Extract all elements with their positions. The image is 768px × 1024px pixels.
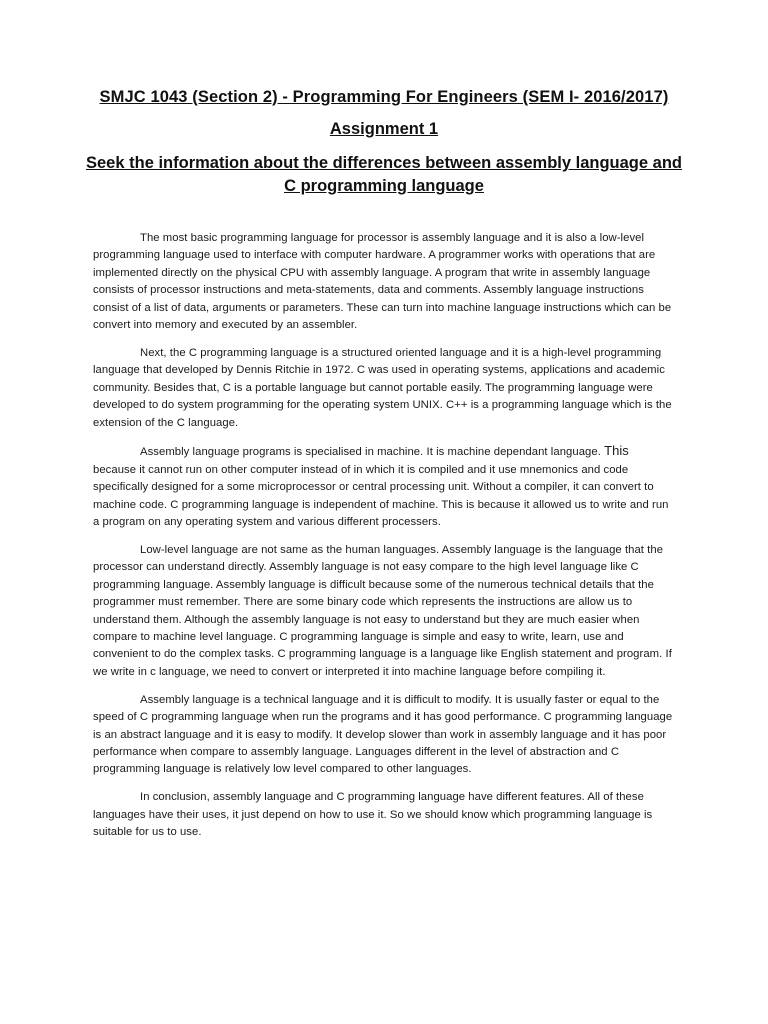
topic-title-line-2: C programming language (284, 177, 484, 195)
body-text (93, 230, 675, 852)
topic-title-line-1: Seek the information about the differences between assembly language and (86, 154, 682, 172)
course-title: SMJC 1043 (Section 2) - Programming For Engineers (SEM I- 2016/2017) (99, 88, 669, 106)
paragraph-3-emphasis: This (604, 443, 629, 459)
paragraph-3-part-2: because it cannot run on other computer instead of in which it is compiled and it use mnemonics and code specifically designed for a some microprocessor or central processing unit. Without a compiler, it can convert to machine code. C programming language is independent of machine. This is because it allowed us to write and run a program on any operating system and various different processers. (93, 463, 669, 529)
paragraph-5: Assembly language is a technical language and it is difficult to modify. It is usually faster or equal to the speed of C programming language when run the programs and it has good performance. C programming language is an abstract language and it is easy to modify. It develop slower than work in assembly language and it has poor performance when compare to assembly language. Languages different in the level of abstraction and C programming language is relatively low level compared to other languages. (93, 693, 673, 776)
paragraph-4: Low-level language are not same as the human languages. Assembly language is the language that the processor can understand directly. Assembly language is not easy compare to the high level language like C programming language. Assembly language is difficult because some of the numerous technical details that the programmer must remember. There are some binary code which represents the instructions are allow us to understand them. Although the assembly language is not easy to understand but they are much easier when compare to machine level language. C programming language is simple and easy to write, learn, use and convenient to do the complex tasks. C programming language is a language like English statement and program. If we write in c language, we need to convert or interpreted it into machine language before compiling it. (93, 544, 672, 678)
topic-title (80, 152, 688, 198)
paragraph-2: Next, the C programming language is a structured oriented language and it is a high-level programming language that developed by Dennis Ritchie in 1972. C was used in operating systems, applications and academic community. Besides that, C is a portable language but cannot portable easily. The programming language were developed to do system programming for the operating system UNIX. C++ is a programming language which is the extension of the C language. (93, 346, 672, 429)
paragraph-1: The most basic programming language for processor is assembly language and it is also a low-level programming language used to interface with computer hardware. A programmer works with operations that are implemented directly on the physical CPU with assembly language. A program that write in assembly language consists of processor instructions and meta-statements, data and comments. Assembly language instructions consist of a list of data, arguments or parameters. These can turn into machine language instructions which can be convert into memory and executed by an assembler. (93, 232, 672, 332)
paragraph-3-part-1: Assembly language programs is specialised in machine. It is machine dependant language. (140, 446, 601, 459)
assignment-title: Assignment 1 (329, 120, 439, 138)
paragraph-6: In conclusion, assembly language and C programming language have different features. All of these languages have their uses, it just depend on how to use it. So we should know which programming language is suitable for us to use. (93, 791, 653, 839)
paragraph-3 (93, 442, 675, 531)
